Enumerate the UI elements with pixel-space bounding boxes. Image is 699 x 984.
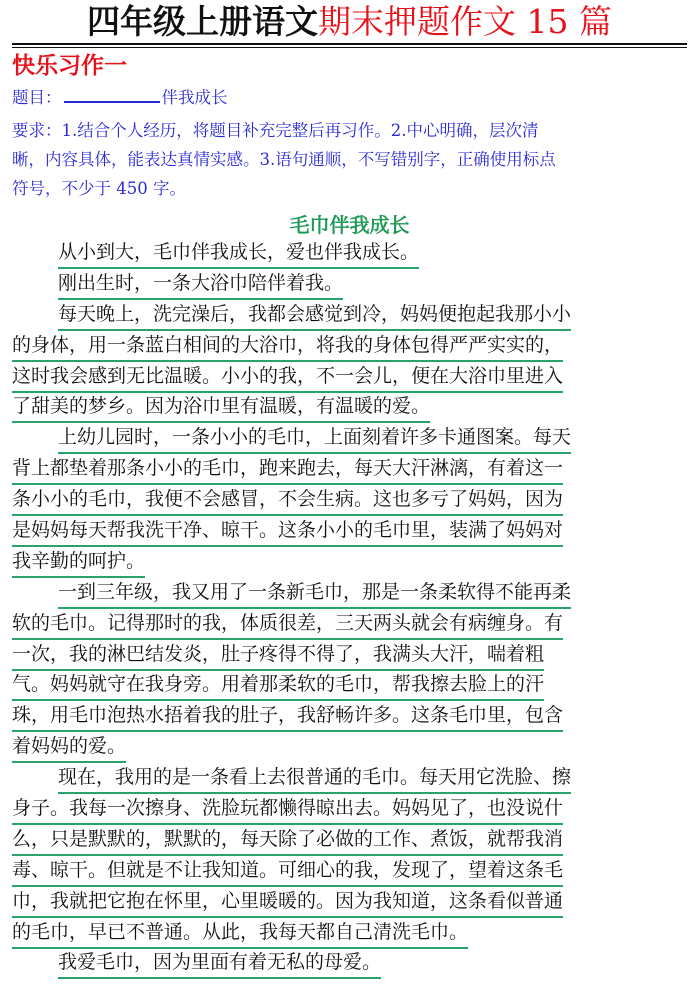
essay-line (12, 327, 692, 358)
essay-line-text: 我辛勤的呵护。 (12, 548, 145, 578)
essay-line (12, 296, 692, 327)
essay-line-text: 从小到大，毛巾伴我成长，爱也伴我成长。 (58, 239, 419, 269)
essay-line (12, 543, 692, 574)
essay-line (12, 574, 692, 605)
essay-line (12, 605, 692, 636)
essay-line-text: 着妈妈的爱。 (12, 733, 126, 763)
essay-line-text: 了甜美的梦乡。因为浴巾里有温暖，有温暖的爱。 (12, 393, 430, 423)
essay-line-text: 的毛巾，早已不普通。从此，我每天都自己清洗毛巾。 (12, 919, 468, 949)
header-rule-thick (12, 43, 687, 45)
essay-line (12, 450, 692, 481)
essay-line-text: 气。妈妈就守在我身旁。用着那柔软的毛巾，帮我擦去脸上的汗 (12, 671, 544, 701)
essay-line-text: 这时我会感到无比温暖。小小的我，不一会儿，便在大浴巾里进入 (12, 363, 563, 393)
essay-line-text: 上幼儿园时，一条小小的毛巾，上面刻着许多卡通图案。每天 (58, 424, 571, 454)
essay-line-text: 巾，我就把它抱在怀里，心里暖暖的。因为我知道，这条看似普通 (12, 888, 563, 918)
essay-line-text: 软的毛巾。记得那时的我，体质很差，三天两头就会有病缠身。有 (12, 610, 563, 640)
header-title-black: 四年级上册语文 (87, 2, 318, 41)
essay-line-text: 毒、晾干。但就是不让我知道。可细心的我，发现了，望着这条毛 (12, 857, 563, 887)
essay-line (12, 728, 692, 759)
essay-line (12, 419, 692, 450)
essay-line (12, 759, 692, 790)
requirement-line: 要求：1.结合个人经历，将题目补充完整后再习作。2.中心明确，层次清 (12, 121, 539, 140)
topic-line (12, 86, 687, 110)
essay-line (12, 944, 692, 975)
topic-text: 伴我成长 (161, 88, 228, 107)
essay-line (12, 914, 692, 945)
essay-line-text: 背上都垫着那条小小的毛巾，跑来跑去，每天大汗淋漓，有着这一 (12, 455, 563, 485)
essay-line-text: 现在，我用的是一条看上去很普通的毛巾。每天用它洗脸、擦 (58, 764, 571, 794)
header-rule-thin (12, 47, 687, 48)
essay-line (12, 481, 692, 512)
essay-line (12, 883, 692, 914)
essay-line-text: 是妈妈每天帮我洗干净、晾干。这条小小的毛巾里，装满了妈妈对 (12, 517, 563, 547)
essay-line (12, 388, 692, 419)
essay-line-text: 条小小的毛巾，我便不会感冒，不会生病。这也多亏了妈妈，因为 (12, 486, 563, 516)
essay-line-text: 么，只是默默的，默默的，每天除了必做的工作、煮饭，就帮我消 (12, 826, 563, 856)
essay-line-text: 每天晚上，洗完澡后，我都会感觉到冷，妈妈便抱起我那小小 (58, 301, 571, 331)
topic-label: 题目： (12, 88, 62, 107)
essay-line (12, 358, 692, 389)
essay-line (12, 234, 692, 265)
essay-body (12, 234, 692, 975)
requirements (12, 116, 687, 203)
section-title: 快乐习作一 (12, 53, 127, 79)
essay-line (12, 852, 692, 883)
essay-line (12, 821, 692, 852)
essay-line (12, 666, 692, 697)
essay-line-text: 刚出生时，一条大浴巾陪伴着我。 (58, 270, 343, 300)
essay-title: 毛巾伴我成长 (289, 213, 410, 237)
essay-line-text: 身子。我每一次擦身、洗脸玩都懒得晾出去。妈妈见了，也没说什 (12, 795, 563, 825)
essay-line (12, 512, 692, 543)
essay-line-text: 我爱毛巾，因为里面有着无私的母爱。 (58, 949, 381, 979)
essay-line-text: 的身体，用一条蓝白相间的大浴巾，将我的身体包得严严实实的， (12, 332, 563, 362)
requirement-line: 晰，内容具体，能表达真情实感。3.语句通顺，不写错别字，正确使用标点 (12, 150, 556, 169)
essay-line-text: 珠，用毛巾泡热水捂着我的肚子，我舒畅许多。这条毛巾里，包含 (12, 702, 563, 732)
essay-line-text: 一到三年级，我又用了一条新毛巾，那是一条柔软得不能再柔 (58, 579, 571, 609)
header-title-red: 期末押题作文 15 篇 (318, 2, 612, 41)
requirement-line: 符号，不少于 450 字。 (12, 179, 186, 198)
page-header (0, 0, 699, 44)
essay-line (12, 790, 692, 821)
topic-blank (64, 87, 160, 103)
essay-line (12, 636, 692, 667)
essay-line (12, 265, 692, 296)
essay-line-text: 一次，我的淋巴结发炎，肚子疼得不得了，我满头大汗，喘着粗 (12, 641, 544, 671)
essay-line (12, 697, 692, 728)
